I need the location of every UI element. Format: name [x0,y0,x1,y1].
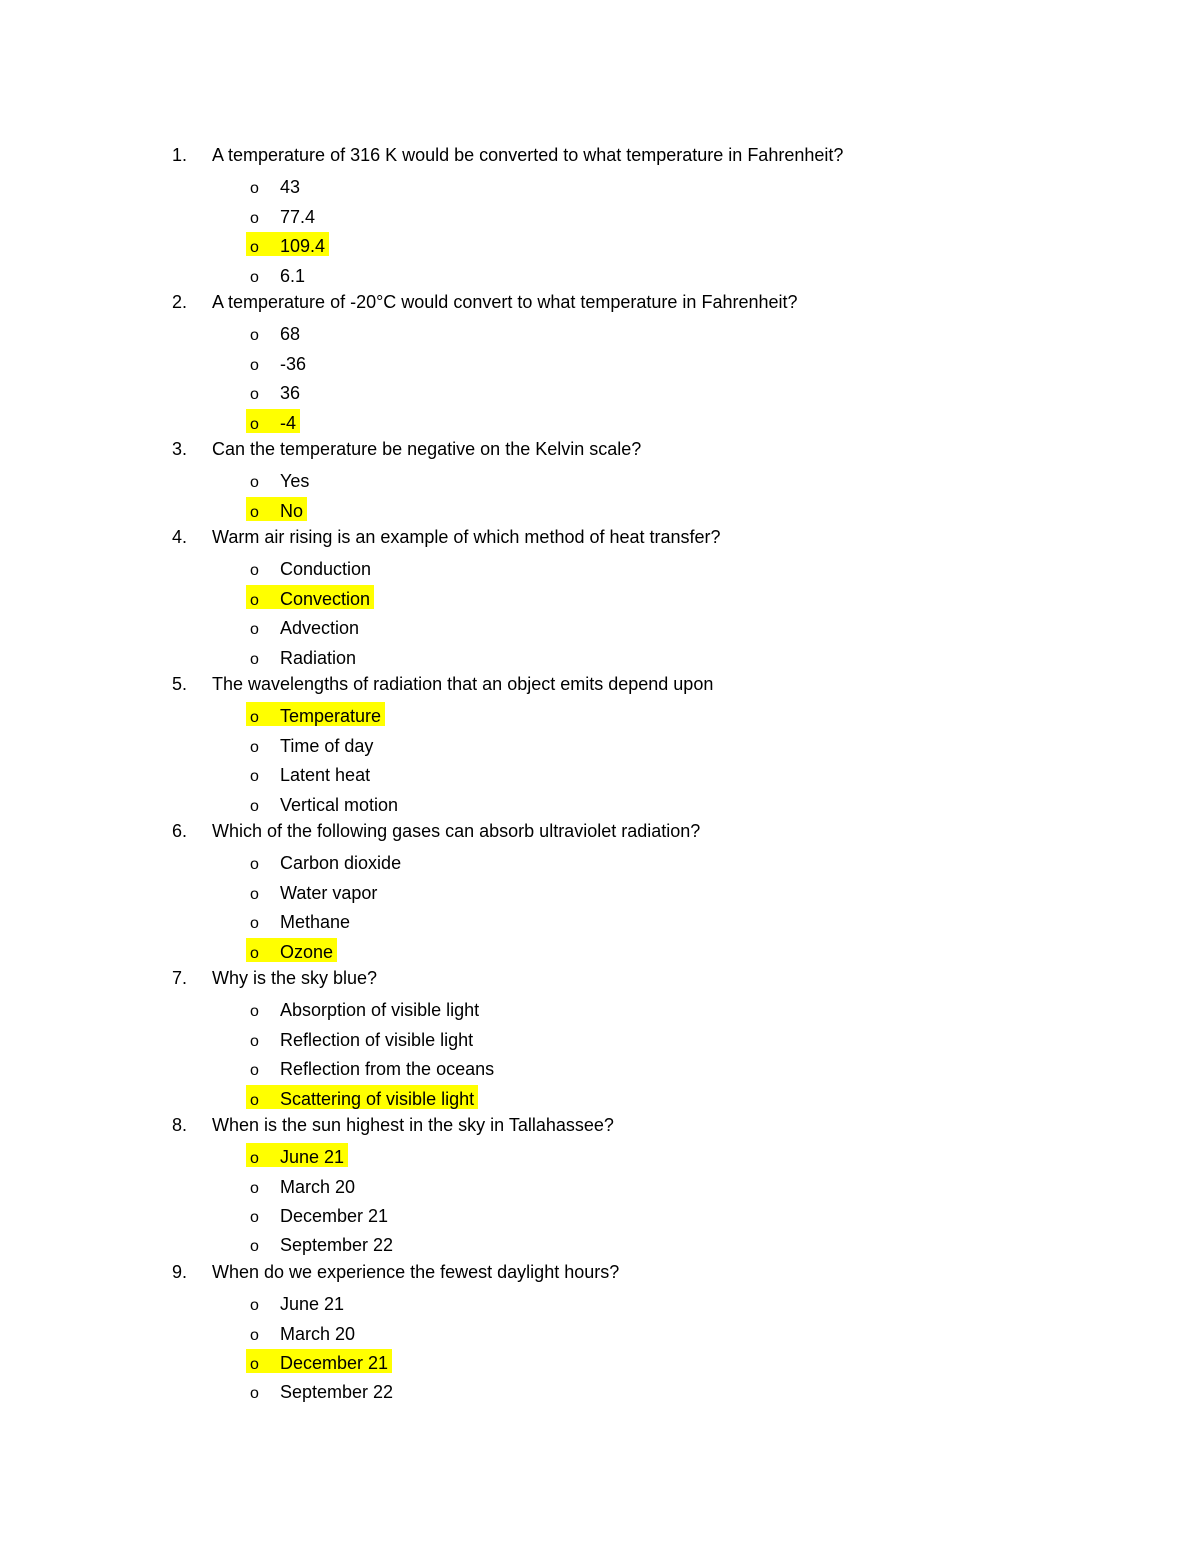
question-number: 2. [172,291,188,312]
bullet-icon: o [250,356,259,374]
answer-content [246,350,310,374]
answer-content [246,1173,359,1197]
highlighted-answer [246,497,307,521]
answer-option [172,1317,1112,1346]
answer-content [246,908,354,932]
question-number: 7. [172,967,188,988]
answer-option [172,170,1112,199]
bullet-icon: o [250,503,259,521]
answer-text: March 20 [280,1176,356,1197]
answer-option [172,494,1112,523]
answer-text: 43 [280,177,301,198]
question-text: Why is the sky blue? [212,967,378,988]
answer-text: September 22 [280,1235,394,1256]
answer-content [246,1231,397,1255]
question-number: 6. [172,820,188,841]
answer-option [172,788,1112,817]
answer-option [172,1170,1112,1199]
answer-content [246,996,483,1020]
bullet-icon: o [250,180,259,198]
answer-option [172,1375,1112,1404]
question-text: A temperature of -20°C would convert to what temperature in Fahrenheit? [212,291,798,312]
bullet-icon: o [250,650,259,668]
question-5 [172,670,1112,699]
answer-option [172,229,1112,258]
answer-text: 36 [280,383,301,404]
answer-option [172,376,1112,405]
answer-content [246,467,313,491]
answer-option [172,347,1112,376]
answer-text: June 21 [280,1147,345,1168]
answer-option [172,1140,1112,1169]
bullet-icon: o [250,738,259,756]
bullet-icon: o [250,1091,259,1109]
bullet-icon: o [250,1150,259,1168]
answer-text: March 20 [280,1323,356,1344]
bullet-icon: o [250,944,259,962]
question-number: 8. [172,1114,188,1135]
answer-text: Reflection of visible light [280,1029,474,1050]
bullet-icon: o [250,327,259,345]
answer-text: September 22 [280,1382,394,1403]
bullet-icon: o [250,1356,259,1374]
answer-text: No [280,500,304,521]
bullet-icon: o [250,562,259,580]
answer-text: Absorption of visible light [280,1000,480,1021]
highlighted-answer [246,938,337,962]
answer-option [172,905,1112,934]
question-number: 3. [172,438,188,459]
answer-option [172,1228,1112,1257]
question-text: The wavelengths of radiation that an object emits depend upon [212,674,714,695]
bullet-icon: o [250,768,259,786]
question-8 [172,1111,1112,1140]
answer-text: Radiation [280,647,357,668]
question-number: 5. [172,674,188,695]
bullet-icon: o [250,1062,259,1080]
bullet-icon: o [250,474,259,492]
answer-text: Water vapor [280,882,378,903]
answer-option [172,611,1112,640]
bullet-icon: o [250,415,259,433]
answer-text: June 21 [280,1294,345,1315]
bullet-icon: o [250,1179,259,1197]
answer-text: Ozone [280,941,334,962]
answer-option [172,876,1112,905]
answer-text: Temperature [280,706,382,727]
question-9 [172,1258,1112,1287]
answer-option [172,1082,1112,1111]
answer-option [172,259,1112,288]
answer-option [172,317,1112,346]
question-7 [172,964,1112,993]
bullet-icon: o [250,591,259,609]
highlighted-answer [246,409,300,433]
answer-option [172,758,1112,787]
answer-text: 109.4 [280,236,326,257]
bullet-icon: o [250,797,259,815]
answer-option [172,582,1112,611]
answer-content [246,1202,392,1226]
answer-content [246,879,381,903]
question-1 [172,141,1112,170]
bullet-icon: o [250,709,259,727]
answer-content [246,849,405,873]
question-text: Warm air rising is an example of which method of heat transfer? [212,527,721,548]
answer-text: Yes [280,471,310,492]
answer-content [246,203,319,227]
answer-text: Methane [280,912,351,933]
bullet-icon: o [250,1003,259,1021]
answer-text: 77.4 [280,206,316,227]
answer-text: Vertical motion [280,794,399,815]
answer-content [246,761,374,785]
answer-option [172,729,1112,758]
answer-option [172,1052,1112,1081]
answer-text: Reflection from the oceans [280,1059,495,1080]
answer-content [246,1026,477,1050]
answer-content [246,320,304,344]
question-2 [172,288,1112,317]
bullet-icon: o [250,1209,259,1227]
question-3 [172,435,1112,464]
answer-text: December 21 [280,1206,389,1227]
answer-option [172,406,1112,435]
question-4 [172,523,1112,552]
answer-text: Convection [280,588,371,609]
answer-option [172,641,1112,670]
bullet-icon: o [250,1032,259,1050]
bullet-icon: o [250,915,259,933]
answer-content [246,173,304,197]
answer-text: Carbon dioxide [280,853,402,874]
answer-text: -36 [280,353,307,374]
answer-content [246,1290,348,1314]
answer-option [172,1287,1112,1316]
answer-option [172,993,1112,1022]
highlighted-answer [246,702,385,726]
bullet-icon: o [250,856,259,874]
answer-text: Advection [280,618,360,639]
highlighted-answer [246,1143,348,1167]
highlighted-answer [246,585,374,609]
answer-content [246,614,363,638]
bullet-icon: o [250,239,259,257]
bullet-icon: o [250,268,259,286]
highlighted-answer [246,1349,392,1373]
question-number: 4. [172,527,188,548]
bullet-icon: o [250,621,259,639]
bullet-icon: o [250,885,259,903]
bullet-icon: o [250,1385,259,1403]
answer-content [246,791,402,815]
answer-content [246,1055,498,1079]
answer-text: Scattering of visible light [280,1088,475,1109]
answer-text: Time of day [280,735,374,756]
bullet-icon: o [250,1326,259,1344]
answer-text: 68 [280,324,301,345]
bullet-icon: o [250,386,259,404]
answer-content [246,379,304,403]
answer-text: December 21 [280,1353,389,1374]
answer-text: 6.1 [280,265,306,286]
question-text: When is the sun highest in the sky in Tallahassee? [212,1114,614,1135]
answer-option [172,552,1112,581]
question-6 [172,817,1112,846]
answer-content [246,262,309,286]
answer-option [172,1199,1112,1228]
answer-text: -4 [280,412,297,433]
answer-content [246,644,360,668]
answer-option [172,464,1112,493]
bullet-icon: o [250,209,259,227]
answer-content [246,1378,397,1402]
answer-text: Latent heat [280,765,371,786]
bullet-icon: o [250,1297,259,1315]
question-number: 1. [172,145,188,165]
question-text: Which of the following gases can absorb ultraviolet radiation? [212,820,701,841]
question-text: A temperature of 316 K would be converted to what temperature in Fahrenheit? [212,145,844,165]
answer-content [246,1320,359,1344]
question-text: When do we experience the fewest daylight hours? [212,1261,620,1282]
quiz-list [172,141,1112,1405]
answer-text: Conduction [280,559,372,580]
answer-content [246,732,377,756]
answer-option [172,846,1112,875]
answer-option [172,699,1112,728]
answer-option [172,935,1112,964]
answer-content [246,555,375,579]
answer-option [172,200,1112,229]
bullet-icon: o [250,1238,259,1256]
highlighted-answer [246,232,329,256]
answer-option [172,1346,1112,1375]
highlighted-answer [246,1085,478,1109]
answer-option [172,1023,1112,1052]
question-number: 9. [172,1261,188,1282]
question-text: Can the temperature be negative on the Kelvin scale? [212,438,642,459]
